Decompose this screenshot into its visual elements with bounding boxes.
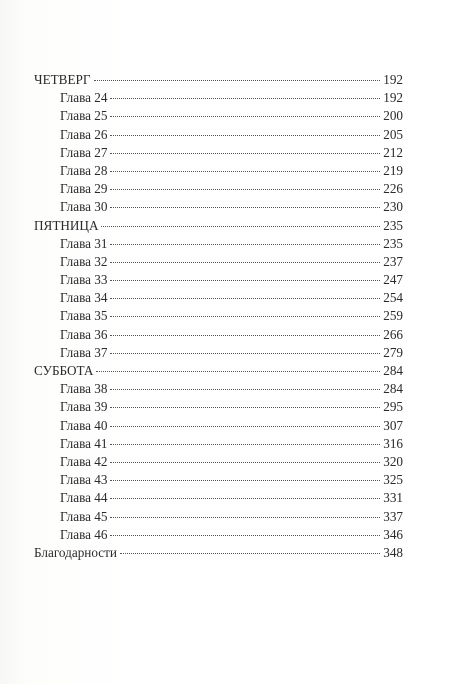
dot-leader bbox=[110, 115, 380, 117]
dot-leader bbox=[110, 297, 380, 299]
dot-leader bbox=[110, 315, 380, 317]
toc-entry-chapter bbox=[34, 289, 403, 307]
toc-entry-title: Глава 31 bbox=[60, 235, 108, 251]
toc-entry-section bbox=[34, 544, 403, 562]
toc-entry-page-number: 295 bbox=[383, 399, 403, 415]
toc-entry-chapter bbox=[34, 180, 403, 198]
toc-entry-title: Глава 34 bbox=[60, 290, 108, 306]
toc-entry-chapter bbox=[34, 435, 403, 453]
dot-leader bbox=[110, 425, 380, 427]
dot-leader bbox=[110, 261, 380, 263]
toc-entry-page-number: 348 bbox=[383, 544, 403, 560]
toc-entry-page-number: 320 bbox=[383, 453, 403, 469]
toc-entry-title: Глава 26 bbox=[60, 126, 108, 142]
toc-entry-page-number: 284 bbox=[383, 381, 403, 397]
toc-entry-chapter bbox=[34, 398, 403, 416]
toc-entry-title: Глава 39 bbox=[60, 399, 108, 415]
dot-leader bbox=[110, 206, 380, 208]
dot-leader bbox=[110, 243, 380, 245]
toc-entry-page-number: 235 bbox=[383, 217, 403, 233]
toc-entry-title: Глава 38 bbox=[60, 381, 108, 397]
dot-leader bbox=[96, 370, 380, 372]
toc-entry-page-number: 331 bbox=[383, 490, 403, 506]
toc-entry-title: СУББОТА bbox=[34, 363, 94, 378]
toc-entry-section bbox=[34, 217, 403, 235]
dot-leader bbox=[101, 225, 380, 227]
dot-leader bbox=[110, 188, 380, 190]
dot-leader bbox=[110, 279, 380, 281]
toc-entry-page-number: 247 bbox=[383, 272, 403, 288]
dot-leader bbox=[110, 152, 380, 154]
toc-entry-page-number: 235 bbox=[383, 235, 403, 251]
dot-leader bbox=[110, 334, 380, 336]
toc-entry-title: Благодарности bbox=[34, 544, 117, 560]
toc-entry-page-number: 266 bbox=[383, 326, 403, 342]
toc-entry-title: Глава 44 bbox=[60, 490, 108, 506]
dot-leader bbox=[94, 79, 381, 81]
dot-leader bbox=[110, 534, 380, 536]
toc-entry-page-number: 226 bbox=[383, 181, 403, 197]
toc-entry-title: Глава 45 bbox=[60, 508, 108, 524]
toc-entry-chapter bbox=[34, 89, 403, 107]
toc-entry-chapter bbox=[34, 508, 403, 526]
toc-entry-title: Глава 46 bbox=[60, 526, 108, 542]
toc-entry-page-number: 284 bbox=[383, 363, 403, 378]
toc-entry-chapter bbox=[34, 235, 403, 253]
toc-entry-page-number: 259 bbox=[383, 308, 403, 324]
toc-entry-page-number: 325 bbox=[383, 472, 403, 488]
toc-entry-chapter bbox=[34, 453, 403, 471]
toc-entry-title: Глава 37 bbox=[60, 344, 108, 360]
toc-entry-chapter bbox=[34, 253, 403, 271]
toc-entry-section bbox=[34, 362, 403, 380]
toc-entry-title: Глава 32 bbox=[60, 253, 108, 269]
toc-entry-title: Глава 33 bbox=[60, 272, 108, 288]
toc-entry-chapter bbox=[34, 107, 403, 125]
toc-entry-page-number: 219 bbox=[383, 162, 403, 178]
toc-entry-chapter bbox=[34, 489, 403, 507]
toc-entry-title: Глава 41 bbox=[60, 435, 108, 451]
toc-entry-page-number: 307 bbox=[383, 417, 403, 433]
toc-entry-page-number: 346 bbox=[383, 526, 403, 542]
toc-entry-title: Глава 43 bbox=[60, 472, 108, 488]
toc-entry-page-number: 230 bbox=[383, 199, 403, 215]
dot-leader bbox=[110, 479, 380, 481]
toc-entry-chapter bbox=[34, 271, 403, 289]
toc-entry-title: Глава 40 bbox=[60, 417, 108, 433]
toc-entry-chapter bbox=[34, 344, 403, 362]
toc-entry-title: Глава 29 bbox=[60, 181, 108, 197]
toc-entry-title: Глава 24 bbox=[60, 90, 108, 106]
toc-entry-page-number: 237 bbox=[383, 253, 403, 269]
toc-entry-title: Глава 35 bbox=[60, 308, 108, 324]
table-of-contents bbox=[34, 71, 403, 562]
toc-entry-page-number: 254 bbox=[383, 290, 403, 306]
toc-entry-title: ПЯТНИЦА bbox=[34, 217, 99, 233]
toc-entry-page-number: 316 bbox=[383, 435, 403, 451]
toc-entry-chapter bbox=[34, 198, 403, 216]
toc-entry-section bbox=[34, 71, 403, 89]
toc-entry-chapter bbox=[34, 162, 403, 180]
toc-entry-chapter bbox=[34, 380, 403, 398]
dot-leader bbox=[110, 352, 380, 354]
toc-entry-title: Глава 30 bbox=[60, 199, 108, 215]
toc-entry-page-number: 212 bbox=[383, 144, 403, 160]
dot-leader bbox=[110, 388, 380, 390]
toc-entry-chapter bbox=[34, 326, 403, 344]
toc-entry-page-number: 205 bbox=[383, 126, 403, 142]
toc-entry-title: Глава 27 bbox=[60, 144, 108, 160]
dot-leader bbox=[110, 461, 380, 463]
toc-entry-chapter bbox=[34, 471, 403, 489]
toc-entry-title: Глава 28 bbox=[60, 162, 108, 178]
toc-entry-page-number: 200 bbox=[383, 108, 403, 124]
toc-entry-chapter bbox=[34, 144, 403, 162]
toc-entry-page-number: 279 bbox=[383, 344, 403, 360]
toc-entry-title: Глава 42 bbox=[60, 453, 108, 469]
dot-leader bbox=[110, 97, 380, 99]
toc-entry-chapter bbox=[34, 307, 403, 325]
dot-leader bbox=[110, 170, 380, 172]
dot-leader bbox=[120, 552, 380, 554]
toc-entry-title: Глава 25 bbox=[60, 108, 108, 124]
toc-entry-chapter bbox=[34, 417, 403, 435]
toc-entry-title: ЧЕТВЕРГ bbox=[34, 72, 91, 87]
toc-entry-title: Глава 36 bbox=[60, 326, 108, 342]
toc-entry-page-number: 192 bbox=[383, 72, 403, 87]
toc-entry-chapter bbox=[34, 526, 403, 544]
dot-leader bbox=[110, 134, 380, 136]
dot-leader bbox=[110, 516, 380, 518]
dot-leader bbox=[110, 497, 380, 499]
toc-entry-page-number: 192 bbox=[383, 90, 403, 106]
dot-leader bbox=[110, 406, 380, 408]
toc-entry-page-number: 337 bbox=[383, 508, 403, 524]
toc-entry-chapter bbox=[34, 126, 403, 144]
dot-leader bbox=[110, 443, 380, 445]
